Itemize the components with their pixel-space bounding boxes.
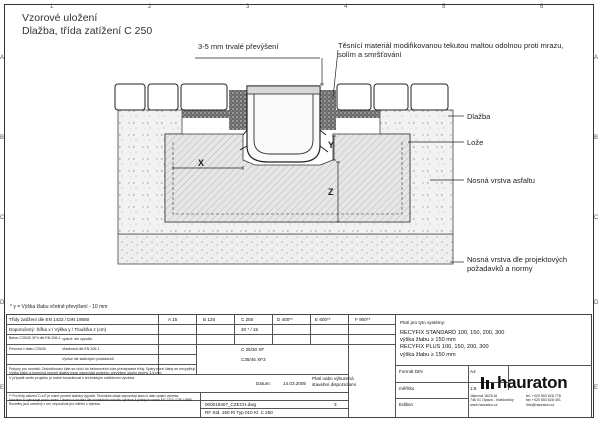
note-line: hauraton si vyhrazuje právo změn. Uložení a montáž dle montážního návodu výrobce a platných norem EN 1433 / DIN 19580. (9, 398, 193, 402)
grid-row-d: D (0, 300, 5, 306)
product-line: výška žlabu ≥ 150 mm (400, 351, 456, 358)
class-a15: A 15 (168, 317, 178, 322)
sealant-left (229, 90, 247, 130)
grid-row-c-right: C (594, 215, 599, 221)
class-f900: F 900** (355, 317, 371, 322)
dim-x-label: X (198, 158, 205, 168)
grid-col-1: 1 (50, 4, 54, 10)
annotation-base: Nosná vrstva dle projektových požadavků a normy (467, 255, 568, 273)
company-logo (481, 373, 567, 393)
product-line: výška žlabu ≥ 150 mm (400, 337, 456, 344)
class-d400: D 400** (277, 317, 293, 322)
format-label: Formát DIN (399, 369, 423, 374)
grid-col-5: 5 (442, 4, 446, 10)
company-name: hauraton (497, 373, 568, 392)
grid-row-a-right: A (594, 55, 599, 61)
sealant-right (320, 90, 336, 130)
dim-z-label: Z (328, 187, 334, 197)
format-value: A4 (470, 369, 476, 374)
website: www.hauraton.cz (470, 402, 498, 407)
sheet-value: 3 (334, 402, 337, 407)
drainage-channel (240, 86, 328, 162)
date-label: Datum: (256, 381, 271, 386)
logo-mark-icon (481, 376, 495, 390)
class-e600: E 600** (315, 317, 331, 322)
drawing-file: 000019407_CZECH.dwg (205, 402, 257, 407)
edition-label: Edition (399, 402, 414, 407)
grid-col-4: 4 (344, 4, 348, 10)
note-line: Pokyny pro montáž: Odvodňovací žlab se uloží do betonového lože předepsané třídy. Spáry mezi žlaby se nevyplňují. (9, 367, 197, 371)
bedding-left (182, 110, 230, 118)
annotation-asphalt: Nosná vrstva asfaltu (467, 176, 535, 185)
grid-col-6: 6 (540, 4, 544, 10)
product-list (400, 330, 504, 359)
grid-col-2: 2 (148, 4, 152, 10)
drawing-title-line2: Dlažba, třída zatížení C 250 (22, 25, 153, 37)
grid-row-b: B (0, 135, 5, 141)
annotation-gap: 3-5 mm trvalé převýšení (198, 42, 279, 51)
row3-sub: výztuž: dle výpočtu (62, 337, 93, 341)
grid-row-b-right: B (594, 135, 599, 141)
note-line: ** Pro třídy zatížení D a E je nutné provést statický výpočet. Technické údaje odpovídají stavu k datu vydání výkresu; (9, 394, 180, 398)
row5-label: Výztuž dle statických požadavků (62, 357, 114, 361)
company-address (470, 394, 514, 407)
grid-row-e: E (0, 385, 5, 391)
class-b125: B 125 (203, 317, 216, 322)
row4-sub: Vlastnosti dle EN 206-1 (62, 347, 100, 351)
address-line: Jiskrová 1623/18 (470, 394, 498, 398)
row4-label: Pevnost v tlaku C25/30 (9, 347, 46, 351)
address-line: 746 01 Opava - Vlaštovičky (470, 398, 514, 403)
classes-label: Třídy zatížení dle EN 1433 / DIN 19580 (9, 317, 90, 322)
row2-label: Doporučený: Šířka x / Výška y / Tloušťka z (cm) (9, 327, 107, 332)
notes-block (9, 367, 196, 380)
desc-line2: stavební dispozicíami (312, 382, 356, 387)
grid-col-3: 3 (246, 4, 250, 10)
base-layer (118, 234, 453, 264)
note-line: Výška žlabu a konečná úroveň dlažby musí odpovídat projektu; převýšení okolní plochy 3-5 mm. (9, 371, 163, 376)
annotation-sealant: Těsnící materiál modifikovanou tekutou maltou odolnou proti mrazu, solím a smršťování (338, 41, 564, 59)
company-contact (526, 394, 561, 407)
class-c250: C 250 (241, 317, 254, 322)
notes-block-2 (9, 394, 193, 406)
product-line: RECYFIX PLUS 100, 150, 200, 300 (400, 344, 489, 351)
footnote: * y = Výška žlabu včetně převýšení - 10 mm (10, 304, 108, 310)
dim-y-label: Y (328, 140, 335, 150)
row5-value: C35/45 XF3 (241, 357, 266, 362)
row4-value: C 25/30 XF (241, 347, 265, 352)
drawing-desc: RF Std. 150 Ri Typ 010 Kl. C 250 (205, 410, 273, 415)
grid-row-c: C (0, 215, 5, 221)
row2-value: 20 * / 15 (241, 327, 259, 332)
row3-label: Beton C25/30 XF4 dle EN 206-1 (9, 336, 61, 340)
grid-row-a: A (0, 55, 5, 61)
desc-line1: Platí nabo výbuzená (312, 376, 354, 381)
for-types-label: Platí pro tyto systémy: (400, 320, 446, 325)
product-line: RECYFIX STANDARD 100, 150, 200, 300 (400, 330, 505, 336)
drawing-title-line1: Vzorové uložení (22, 12, 98, 24)
phone: tel. +420 553 628 776 (526, 394, 561, 398)
fax: fax +420 553 628 401 (526, 398, 561, 403)
email: info@hauraton.cz (526, 402, 555, 407)
grid-row-d-right: D (594, 300, 599, 306)
scale-label: měřítko (399, 386, 415, 391)
scale-value: 1:5 (470, 386, 477, 391)
annotation-paving: Dlažba (467, 112, 491, 121)
note-line: V případě změn projektu je nutné konzultovat s technickým oddělením výrobce. (9, 375, 136, 380)
date-value: 14.03.2005 (283, 381, 306, 386)
note-line: Rozměry jsou uvedeny v cm; nepoužívat pro měření z výkresu. (9, 402, 101, 406)
annotation-bedding: Lože (467, 138, 484, 147)
grid-row-e-right: E (594, 385, 599, 391)
